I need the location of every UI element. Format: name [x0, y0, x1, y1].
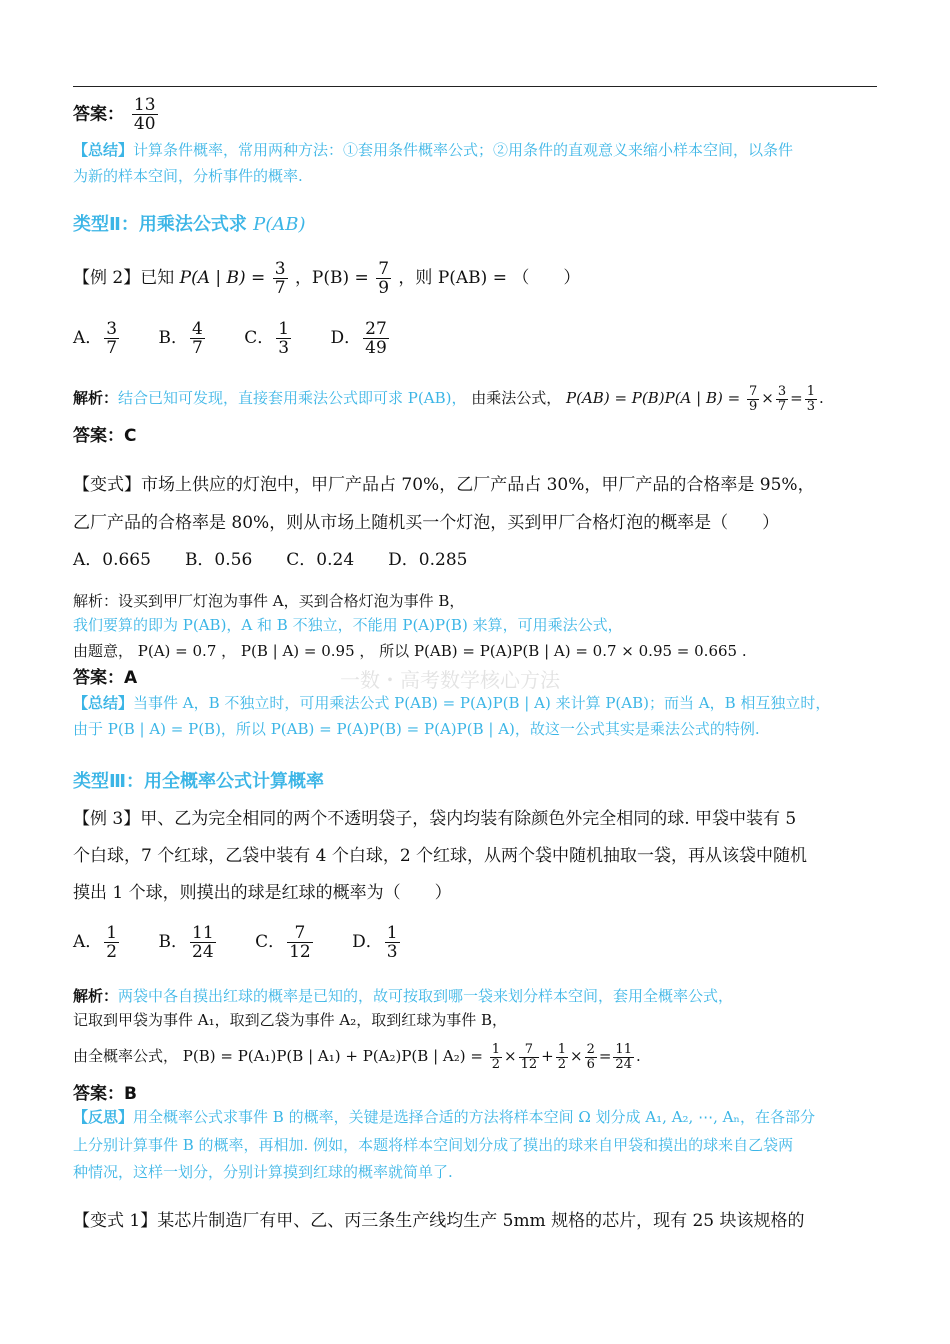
example-3-line-3: 摸出 1 个球，则摸出的球是红球的概率为（ ） [73, 883, 452, 903]
summary-text: 当事件 A，B 不独立时，可用乘法公式 P(AB) = P(A)P(B | A) 来计算 P(AB)；而当 A，B 相互独立时， [133, 694, 831, 712]
section-expr: P(AB) [253, 214, 306, 235]
section-3-heading: 类型Ⅲ：用全概率公式计算概率 [73, 771, 325, 792]
num: 4 [192, 319, 203, 339]
fraction-3-7 [776, 385, 788, 414]
option-label: C． [255, 932, 286, 952]
summary-1-line-2: 为新的样本空间，分析事件的概率. [73, 167, 303, 185]
fraction-1-3 [805, 385, 817, 414]
num: 11 [192, 923, 214, 943]
reflection-1 [73, 1106, 815, 1128]
fraction-1-2 [490, 1043, 502, 1072]
variant-options: A．0.665 B．0.56 C．0.24 D．0.285 [73, 550, 468, 570]
den: 7 [106, 338, 118, 358]
header-rule [73, 86, 877, 87]
fraction-3-7 [273, 260, 288, 297]
solution-label: 解析： [73, 389, 119, 407]
answer-label: 答案： [73, 104, 124, 125]
plus-sign: + [541, 1047, 554, 1065]
example-3-line-2: 个白球，7 个红球，乙袋中装有 4 个白球，2 个红球，从两个袋中随机抽取一袋，再从该袋中随机 [73, 846, 808, 866]
variant-line-2: 乙厂产品的合格率是 80%，则从市场上随机买一个灯泡，买到甲厂合格灯泡的概率是（ ） [73, 513, 780, 533]
num: 27 [365, 319, 387, 339]
den: 9 [748, 398, 758, 414]
num: 2 [586, 1041, 595, 1057]
fraction-11-24 [613, 1043, 634, 1072]
den: 24 [615, 1056, 632, 1072]
summary-tag: 【总结】 [73, 694, 134, 712]
den: 6 [586, 1056, 595, 1072]
den: 9 [378, 278, 390, 298]
fraction-7-12 [519, 1043, 540, 1072]
option-a [73, 923, 121, 962]
option-label: A． [73, 328, 103, 348]
total-probability-formula: 由全概率公式， P(B) = P(A₁)P(B | A₁) + P(A₂)P(B | A₂) = [73, 1047, 483, 1065]
given-p1: P(A | B) = [179, 268, 266, 288]
den: 12 [289, 942, 311, 962]
option-c [244, 319, 293, 358]
den: 24 [192, 942, 214, 962]
example-3-line-1: 【例 3】甲、乙为完全相同的两个不透明袋子，袋内均装有除颜色外完全相同的球. 甲袋中装有 5 [73, 809, 797, 829]
example-3-answer: 答案：B [73, 1084, 137, 1104]
equals-sign: = [598, 1047, 612, 1065]
summary-tag: 【总结】 [73, 141, 134, 159]
den: 49 [365, 338, 387, 358]
option-label: D． [330, 328, 362, 348]
watermark: 一数・高考数学核心方法 [340, 668, 560, 692]
num: 1 [491, 1041, 500, 1057]
given-p2: ，P(B) = [294, 268, 369, 288]
variant-answer: 答案：A [73, 668, 138, 688]
variant-line-1: 【变式】市场上供应的灯泡中，甲厂产品占 70%，乙厂产品占 30%，甲厂产品的合格率是 95%， [73, 475, 815, 495]
solution-text: 由乘法公式， [471, 389, 562, 407]
num: 1 [278, 319, 290, 339]
num: 3 [106, 319, 118, 339]
den: 3 [806, 398, 815, 414]
fraction-2-6 [585, 1043, 597, 1072]
solution-hint: 两袋中各自摸出红球的概率是已知的，故可按取到哪一袋来划分样本空间，套用全概率公式， [118, 987, 734, 1005]
reflection-tag: 【反思】 [73, 1108, 134, 1126]
den: 2 [491, 1056, 500, 1072]
den: 2 [557, 1056, 566, 1072]
reflection-text: 用全概率公式求事件 B 的概率，关键是选择合适的方法将样本空间 Ω 划分成 A₁, A₂, ⋯, Aₙ，在各部分 [133, 1108, 815, 1126]
example-3-solution-3 [73, 1036, 641, 1076]
num: 11 [615, 1041, 632, 1057]
den: 3 [386, 942, 398, 962]
num: 1 [557, 1041, 566, 1057]
option-label: B． [158, 932, 189, 952]
option-label: C． [244, 328, 275, 348]
example-3-solution-1 [73, 985, 733, 1007]
fraction-7-9 [747, 385, 759, 414]
example-2-options [73, 316, 391, 360]
option-a [73, 319, 121, 358]
option-label: D． [352, 932, 383, 952]
option-b [158, 319, 207, 358]
period: . [818, 389, 824, 407]
section-title: 类型Ⅱ：用乘法公式求 [73, 214, 247, 235]
times-sign: × [761, 389, 774, 407]
num: 7 [519, 1043, 540, 1058]
option-c [255, 923, 315, 962]
answer-fraction [132, 96, 158, 133]
num: 1 [806, 383, 815, 399]
den: 7 [274, 278, 286, 298]
den: 3 [278, 338, 290, 358]
variant-summary-2: 由于 P(B | A) = P(B)，所以 P(AB) = P(A)P(B) = P(A)P(B | A)，故这一公式其实是乘法公式的特例. [73, 720, 760, 738]
num: 3 [274, 259, 286, 279]
num: 7 [378, 259, 390, 279]
variant-solution-1: 解析：设买到甲厂灯泡为事件 A，买到合格灯泡为事件 B， [73, 592, 465, 610]
option-d [330, 319, 391, 358]
variant-solution-2: 我们要算的即为 P(AB)，A 和 B 不独立，不能用 P(A)P(B) 来算，可用乘法公式， [73, 616, 623, 634]
num: 7 [748, 383, 758, 399]
variant-solution-3: 由题意， P(A) = 0.7 ， P(B | A) = 0.95 ， 所以 P(AB) = P(A)P(B | A) = 0.7 × 0.95 = 0.665 . [73, 642, 747, 660]
den: 12 [520, 1056, 538, 1072]
section-2-heading [73, 214, 306, 236]
solution-formula: P(AB) = P(B)P(A | B) = [566, 389, 741, 407]
example-3-options [73, 920, 402, 964]
question-end: ，则 P(AB) = （ ） [398, 268, 581, 288]
num: 1 [386, 923, 398, 943]
option-b [158, 923, 218, 962]
num: 1 [106, 923, 118, 943]
answer-1 [73, 96, 160, 133]
times-sign: × [569, 1047, 583, 1065]
reflection-2: 上分别计算事件 B 的概率，再相加. 例如，本题将样本空间划分成了摸出的球来自甲袋和摸出的球来自乙袋两 [73, 1136, 794, 1154]
den: 7 [192, 338, 203, 358]
equals-sign: = [790, 389, 803, 407]
num: 3 [777, 383, 787, 399]
fraction-1-2 [556, 1043, 568, 1072]
option-label: B． [158, 328, 189, 348]
option-d [352, 923, 401, 962]
den: 7 [777, 398, 787, 414]
example-2-question [73, 256, 580, 300]
example-2-answer: 答案：C [73, 426, 137, 446]
variant-summary-1 [73, 692, 830, 714]
den: 2 [106, 942, 118, 962]
num: 7 [287, 924, 313, 943]
example-3-solution-2: 记取到甲袋为事件 A₁，取到乙袋为事件 A₂，取到红球为事件 B， [73, 1011, 508, 1029]
fraction-numerator: 13 [133, 95, 156, 115]
reflection-3: 种情况，这样一划分，分别计算摸到红球的概率就简单了. [73, 1163, 453, 1181]
variant-2-line-1: 【变式 1】某芯片制造厂有甲、乙、丙三条生产线均生产 5mm 规格的芯片，现有 25 块该规格的 [73, 1211, 805, 1231]
summary-1-line-1 [73, 139, 793, 161]
times-sign: × [504, 1047, 517, 1065]
solution-label: 解析： [73, 987, 119, 1005]
example-label: 【例 2】已知 [73, 268, 175, 288]
period: . [635, 1047, 641, 1065]
fraction-7-9 [376, 260, 391, 297]
option-label: A． [73, 932, 103, 952]
fraction-denominator: 40 [133, 114, 156, 134]
solution-hint: 结合已知可发现，直接套用乘法公式即可求 P(AB)， [118, 389, 467, 407]
summary-text: 计算条件概率，常用两种方法：①套用条件概率公式；②用条件的直观意义来缩小样本空间，以条件 [133, 141, 794, 159]
example-2-solution [73, 378, 824, 418]
